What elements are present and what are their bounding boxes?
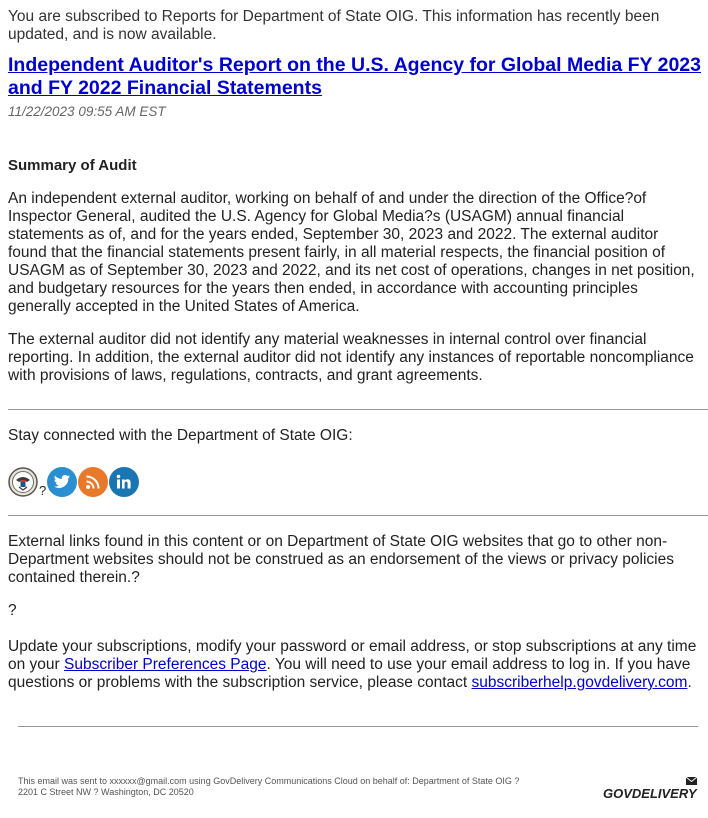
- govdelivery-logo-text: GOVDELIVERY: [603, 786, 697, 801]
- state-seal-icon[interactable]: [8, 467, 38, 497]
- envelope-icon: [686, 777, 697, 785]
- rss-icon[interactable]: [78, 467, 108, 497]
- email-body: [8, 8, 708, 727]
- subscriber-preferences-link[interactable]: Subscriber Preferences Page: [64, 656, 267, 673]
- footer: [18, 776, 588, 798]
- external-links-disclaimer: External links found in this content or on Department of State OIG websites that go to other non-Department websites should not be construed as an endorsement of the views or privacy policies contained therein.?: [8, 533, 674, 586]
- social-links: [8, 463, 708, 497]
- divider: [8, 515, 708, 516]
- report-date: 11/22/2023 09:55 AM EST: [8, 104, 166, 119]
- twitter-icon[interactable]: [47, 467, 77, 497]
- update-text-before: Update your subscriptions, modify your password or email address, or stop subscriptions at any time on your: [8, 638, 697, 673]
- footer-line-2: 2201 C Street NW ? Washington, DC 20520: [18, 787, 194, 797]
- stray-question-mark: ?: [8, 602, 17, 619]
- social-separator: ?: [39, 483, 47, 498]
- summary-paragraph-1: An independent external auditor, working on behalf of and under the direction of the Office?of Inspector General, audited the U.S. Agency for Global Media?s (USAGM) annual financial statements as of, and for the years ended, September 30, 2023 and 2022. The external auditor found that the financial statements present fairly, in all material respects, the financial position of USAGM as of September 30, 2023 and 2022, and its net cost of operations, changes in net position, and budgetary resources for the years then ended, in accordance with accounting principles generally accepted in the United States of America.: [8, 190, 695, 315]
- update-text-middle: . You will need to use your email address to log in. If you have questions or problems with the subscription service, please contact: [8, 656, 691, 691]
- report-title-link[interactable]: Independent Auditor's Report on the U.S. Agency for Global Media FY 2023 and FY 2022 Financial Statements: [8, 54, 702, 99]
- linkedin-icon[interactable]: [109, 467, 139, 497]
- govdelivery-logo[interactable]: [601, 776, 699, 804]
- subscriber-help-link[interactable]: subscriberhelp.govdelivery.com: [471, 674, 688, 691]
- divider: [8, 409, 708, 410]
- summary-heading: Summary of Audit: [8, 157, 137, 174]
- footer-divider: [18, 726, 698, 727]
- subscription-intro: You are subscribed to Reports for Department of State OIG. This information has recently been updated, and is now available.: [8, 8, 660, 43]
- stay-connected-label: Stay connected with the Department of State OIG:: [8, 427, 353, 444]
- subscription-management-text: [8, 638, 708, 692]
- footer-line-1: This email was sent to xxxxxx@gmail.com using GovDelivery Communications Cloud on behalf of: Department of State OIG ?: [18, 776, 520, 786]
- summary-paragraph-2: The external auditor did not identify any material weaknesses in internal control over financial reporting. In addition, the external auditor did not identify any instances of reportable noncompliance with provisions of laws, regulations, contracts, and grant agreements.: [8, 331, 694, 384]
- update-text-after: .: [687, 674, 692, 691]
